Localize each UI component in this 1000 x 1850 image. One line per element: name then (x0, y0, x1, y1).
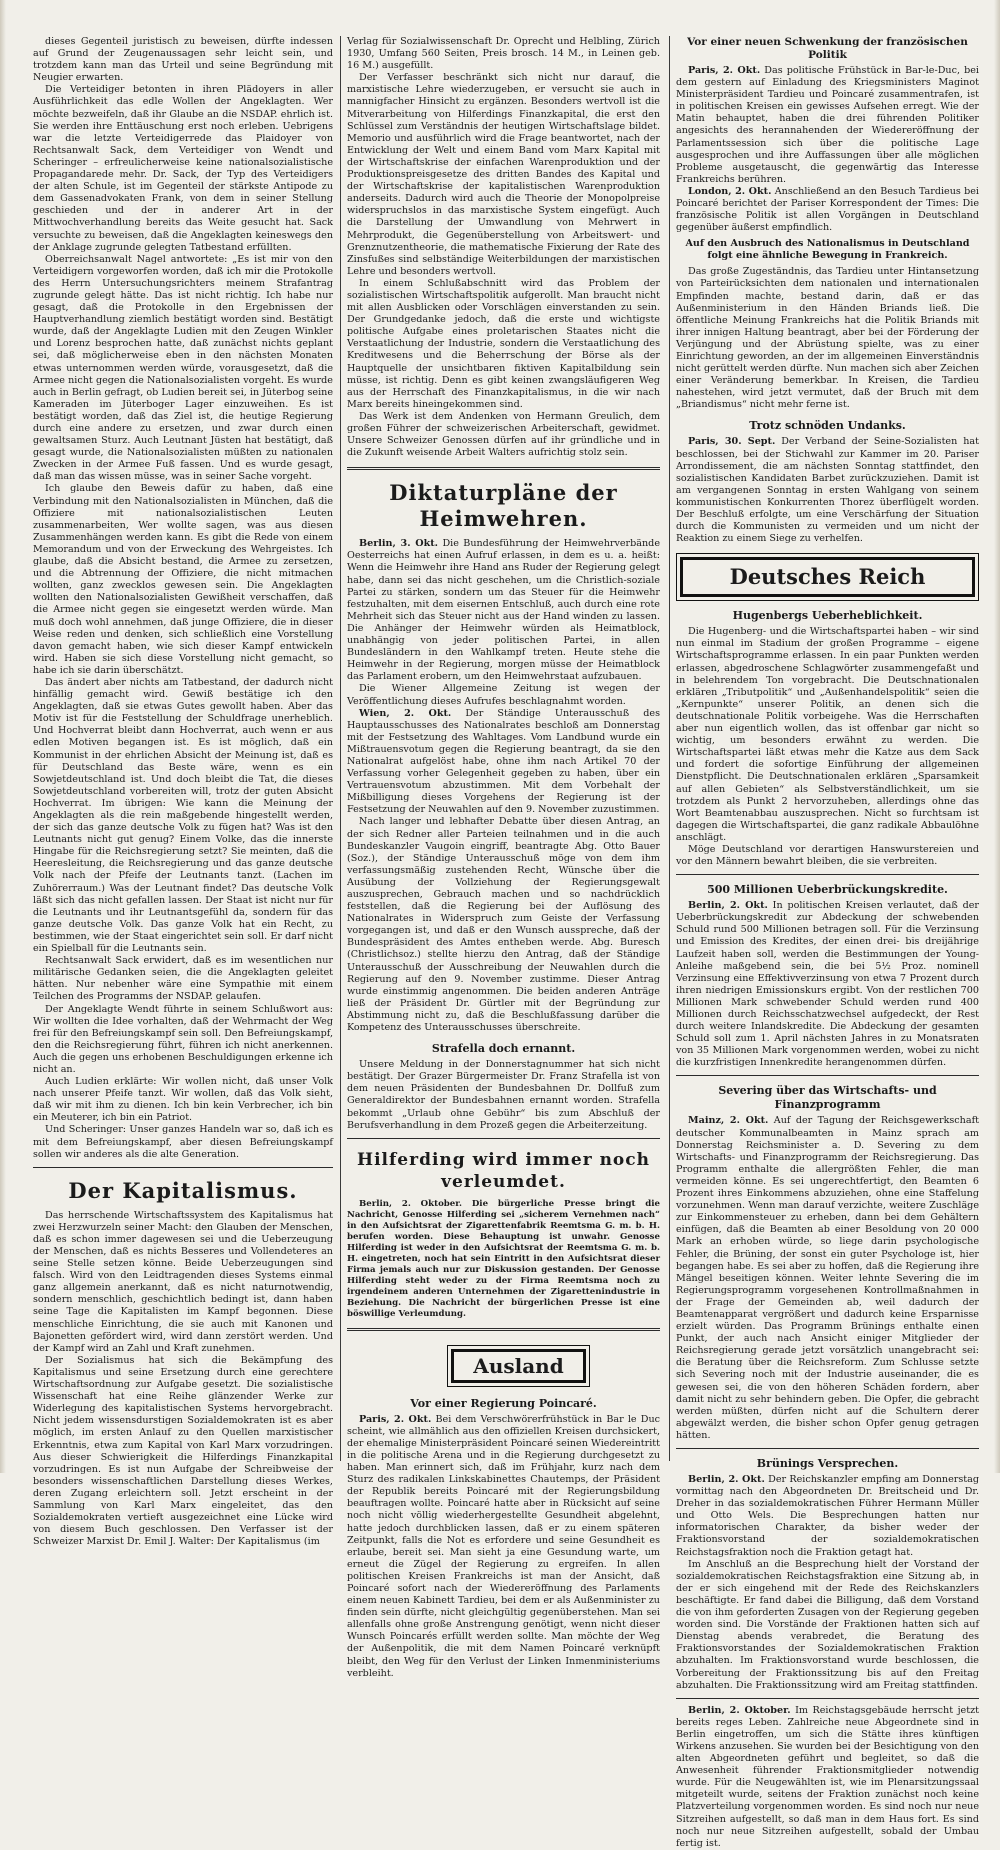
article-paragraph (676, 900, 979, 1069)
page-edge-left (0, 0, 6, 1473)
paragraph: Die Verteidiger betonten in ihren Plädoyers in aller Ausführlichkeit das edle Wollen der Angeklagten. Wer möchte bezweifeln, daß ihr Glaube an die NSDAP. ehrlich ist. Sie werden ihre Enttäuschung erst noch erleben. Uebrigens war die letzte Verteidigerrede das Plaidoyer von Rechtsanwalt Sack, dem Verteidiger von Wendt und Scheringer – erfreulicherweise keine nationalsozialistische Propagandarede mehr. Dr. Sack, der Typ des Verteidigers der alten Schule, ist im Gegenteil der stärkste Antipode zu dem Gassenadvokaten Frank, von dem in seiner Stellung geschieden und der in anderer Art in der Mittwochverhandlung bereits das Weite gesucht hat. Sack versuchte zu beweisen, daß die Angeklagten keineswegs den der Anklage zugrunde gelegten Tatbestand erfüllten. (33, 84, 333, 253)
paragraph: Der Sozialismus hat sich die Bekämpfung des Kapitalismus und seine Ersetzung durch eine gerechtere Wirtschaftsordnung zur Aufgabe gesetzt. Die sozialistische Wissenschaft hat eine Reihe glänzender Werke zur Widerlegung des kapitalistischen Systems hervorgebracht. Nicht jedem wissensdurstigen Sozialdemokraten ist es aber möglich, im ersten Anlauf zu den Quellen marxistischer Erkenntnis, etwa zum Kapital von Karl Marx vorzudringen. Aus dieser Schwierigkeit die Hilferdings Finanzkapital vorzudringen. Es ist nun Aufgabe der Schreibweise der besonders wissenschaftlichen Darstellung dieses Werkes, deren Zugang erleichtern soll. Jetzt erscheint in der Sammlung von Karl Marx eingeleitet, das den Sozialdemokraten vertieft ausgezeichnet eine Lücke wird von diesem Buch geschlossen. Den Verfasser ist der Schweizer Marxist Dr. Emil J. Walter: Der Kapitalismus (im (33, 1354, 333, 1548)
paragraph: In einem Schlußabschnitt wird das Problem der sozialistischen Wirtschaftspolitik aufgerollt. Man braucht nicht mit allen Ausblicken oder Vorschlägen einverstanden zu sein. Der Grundgedanke jedoch, daß die erste und wichtigste politische Aufgabe eines proletarischen Staates nicht die Verstaatlichung der Industrie, sondern die Verstaatlichung des Kreditwesens und die Beherrschung der Börse als der Hauptquelle der unsichtbaren fiktiven Kapitalbildung sein müsse, ist richtig. Denn es gibt keinen zwangsläufigeren Weg aus der Herrschaft des Finanzkapitalismus, in die wir nach Marx bereits hineingekommen sind. (347, 277, 660, 410)
section-divider (33, 1167, 333, 1168)
dateline: Berlin, 2. Okt. (688, 900, 768, 912)
article-paragraph (676, 1115, 979, 1442)
column-middle (347, 36, 661, 1679)
headline-500-millionen: 500 Millionen Ueberbrückungskredite. (707, 883, 948, 897)
body-text: Das politische Frühstück in Bar-le-Duc, bei dem gestern auf Einladung des Kriegsministers Maginot Ministerpräsident Tardieu und Poincaré zusammentrafen, ist in politischen Kreisen ein gewisses Aufsehen erregt. Wie der Matin behauptet, haben die drei führenden Politiker angesichts des herannahenden der Wiedereröffnung der Parlamentssession sich über die politische Lage ausgesprochen und ihre Auffassungen über alle möglichen Probleme ausgetauscht, die gegenwärtig das Interesse Frankreichs berühren. (676, 65, 979, 185)
paragraph: Unsere Meldung in der Donnerstagnummer hat sich nicht bestätigt. Der Grazer Bürgermeister Dr. Franz Strafella ist von dem neuen Präsidenten der Bundesbahnen Dr. Dollfuß zum Generaldirektor der Bundesbahnen ernannt worden. Strafella bekommt „Urlaub ohne Gebühr“ bis zum Abschluß der Berufsverhandlung in dem Prozeß gegen die Arbeiterzeitung. (347, 1059, 660, 1131)
paragraph: Das herrschende Wirtschaftssystem des Kapitalismus hat zwei Herzwurzeln seiner Macht: den Glauben der Menschen, daß es schon immer dagewesen sei und die Ueberzeugung der Menschen, daß es nichts Besseres und Vollendeteres an seine Stelle setzen könne. Beide Ueberzeugungen sind falsch. Wird von den Leidtragenden dieses Systems einmal ganz allgemein anerkannt, daß es nicht naturnotwendig, sondern menschlich, geschichtlich bedingt ist, dann haben seine Tage die Kapitalisten im Kampf begonnen. Diese menschliche Einrichtung, die sie auch mit Kanonen und Bajonetten gefördert wird, wird dann zerstört werden. Und der Kampf wird an Zahl und Kraft zunehmen. (33, 1209, 333, 1354)
article-paragraph (347, 683, 660, 707)
article-paragraph (347, 816, 660, 1034)
body-text: Der Ständige Unterausschuß des Hauptausschusses des Nationalrates beschloß am Donnerstag mit der Festsetzung des Wahltages. Vom Landbund wurde ein Mißtrauensvotum gegen die Regierung beantragt, da sie den Nationalrat aufgelöst habe, ohne ihm nach Artikel 70 der Verfassung vorher Gelegenheit gegeben zu haben, über ein Vertrauensvotum abzustimmen. Mit dem Vorbehalt der Mißbilligung dieses Vorgehens der Regierung ist der Festsetzung der Neuwahlen auf den 9. November zuzustimmen. (347, 707, 660, 816)
body-text: Bei dem Verschwörerfrühstück in Bar le Duc scheint, wie allmählich aus den offiziellen Kreisen durchsickert, der ehemalige Ministerpräsident Poincaré seinen Wiedereintritt in die politische Arena und in die Regierung durchgesetzt zu haben. Man erinnert sich, daß im Frühjahr, kurz nach dem Sturz des radikalen Linkskabinettes Chautemps, der Präsident der Republik bereits Poincaré mit der Regierungsbildung beauftragen wollte. Poincaré hatte aber in Rücksicht auf seine noch nicht völlig wiederhergestellte Gesundheit abgelehnt, hatte jedoch durchblicken lassen, daß er zu einem späteren Zeitpunkt, falls die Not es erfordere und seine Gesundheit es erlaube, bereit sei. Man sieht ja eine Gesundung warte, um erneut die Zügel der Regierung zu ergreifen. In allen politischen Kreisen Frankreichs ist man der Ansicht, daß Poincaré sofort nach der Wiedereröffnung des Parlaments einem neuen Kabinett Tardieu, bei dem er als Außenminister zu finden sein dürfte, nicht gleichgültig gegenüberstehen. Man sei allenfalls ohne große Anstrengung genötigt, wenn nicht dieser Wunsch Poincarés erfüllt werden sollte. Man möchte der Weg der Außenpolitik, die mit dem Namen Poincaré verknüpft bleibt, den Weg für den Verlust der Linken Inmenministeriums verbleiht. (347, 1413, 660, 1679)
paragraph: Oberreichsanwalt Nagel antwortete: „Es ist mir von den Verteidigern vorgeworfen worden, daß ich mir die Protokolle des Herrn Untersuchungsrichters meinem Strafantrag zugrunde gelegt hätte. Das ist nicht richtig. Ich habe nur gesagt, daß die Protokolle in den Ergebnissen der Hauptverhandlung ziemlich bestätigt worden sind. Bestätigt wurde, daß der Angeklagte Ludien mit den Zeugen Winkler und Lorenz besprochen hatte, daß zunächst nichts geplant sei, daß möglicherweise eben in den nächsten Monaten etwas unternommen werden würde, vorausgesetzt, daß die Armee nicht gegen die Nationalsozialisten vorgeht. Es wurde auch in Berlin gefragt, ob Ludien bereit sei, in Jüterbog seine Kameraden im Jüterboger Lager einzuweihen. Es ist bestätigt worden, daß das Ziel ist, die heutige Regierung durch eine andere zu ersetzen, und zwar durch einen gewaltsamen Sturz. Auch Leutnant Jüsten hat bestätigt, daß gesagt wurde, die Nationalsozialisten müßten zu nationalen Zwecken in der Armee Fuß fassen. Und es wurde gesagt, daß man das wissen müsse, was in seiner Sache vorgeht. (33, 253, 333, 483)
body-text: Die Bundesführung der Heimwehrverbände Oesterreichs hat einen Aufruf erlassen, in dem es u. a. heißt: Wenn die Heimwehr ihre Hand ans Ruder der Regierung gelegt habe, dann sei das nicht geschehen, um die Christlich-soziale Partei zu stärken, sondern um das Steuer für die Heimwehr festzuhalten, mit dem eisernen Entschluß, auch durch eine rote Mehrheit sich das Steuer nicht aus der Hand winden zu lassen. Die Anhänger der Heimwehr würden als Heimatblock, unabhängig von jeder politischen Partei, in allen Bundesländern in den Wahlkampf treten. Heute stehe die Heimwehr in der Regierung, morgen müsse der Heimatblock das Parlament erobern, um den Heimwehrstaat aufzubauen. (347, 538, 661, 683)
column-left (33, 36, 333, 1548)
section-divider (347, 1138, 660, 1139)
paragraph: Das ändert aber nichts am Tatbestand, der dadurch nicht hinfällig gemacht wird. Gewiß bestätige ich den Angeklagten, daß sie etwas Gutes gewollt haben. Aber das Motiv ist für die Feststellung der Schuldfrage unerheblich. Und Hochverrat bleibt dann Hochverrat, auch wenn er aus edlen Motiven begangen ist. Es ist möglich, daß ein Kommunist in der ehrlichen Absicht der Meinung ist, daß es für Deutschland das Beste wäre, wenn es ein Sowjetdeutschland ist. Und doch bleibt die Tat, die dieses Sowjetdeutschland vorbereiten will, trotz der guten Absicht Hochverrat. Im übrigen: Wie kann die Meinung der Angeklagten als die rein maßgebende hingestellt werden, der sich das ganze deutsche Volk zu fügen hat? Was ist den Leutnants nicht gut genug? Einem Volke, das die innerste Hingabe für die Reichsregierung setzt? Sie meinten, daß die Heeresleitung, die Reichsregierung und das ganze deutsche Volk nach der Pfeife der Leutnants tanzt. (Lachen im Zuhörerraum.) Was der Leutnant findet? Das deutsche Volk läßt sich das nicht gefallen lassen. Der Staat ist nicht nur für die Leutnants und ihr Leutnantsgefühl da, sondern für das ganze deutsche Volk. Das ganze Volk hat ein Recht, zu bestimmen, wie der Staat eingerichtet sein soll. Er darf nicht ein Spielball für die Leutnants sein. (33, 676, 333, 955)
section-banner-ausland: Ausland (447, 1345, 590, 1387)
headline-schwenkung: Vor einer neuen Schwenkung der französischen Politik (687, 36, 968, 61)
dateline: London, 2. Okt. (688, 185, 772, 197)
column-rule (340, 36, 341, 1461)
paragraph: Das große Zugeständnis, das Tardieu unter Hintansetzung von Parteirücksichten dem nationalen und internationalen Empfinden machte, bestand darin, daß er das Außenministerium in den Händen Briands ließ. Die öffentliche Meinung Frankreichs hat die Politik Briands mit ihrer innigen Haltung beantragt, aber bei der Förderung der Verjüngung und der Abrüstung spielte, was zu einer Einrichtung geworden, an der im allgemeinen Einverständnis nicht gerüttelt werden dürfte. Nun machen sich aber Zeichen einer Veränderung bemerkbar. In Kreisen, die Tardieu nahestehen, wird jetzt vermutet, daß der Bruch mit dem „Briandismus“ nicht mehr ferne ist. (676, 266, 979, 411)
dateline: Paris, 2. Okt. (359, 1413, 432, 1425)
body-text: Nach langer und lebhafter Debatte über diesen Antrag, an der sich Redner aller Parteien teilnahmen und in die auch Bundeskanzler Vaugoin eingriff, beantragte Abg. Otto Bauer (Soz.), der Ständige Unterausschuß möge von dem ihm verfassungsmäßig zustehenden Recht, Wünsche über die Ausübung der Vollziehung der Regierungsgewalt auszusprechen, Gebrauch machen und so nachdrücklich feststellen, daß die Regierung bei der Auflösung des Nationalrates in Widerspruch zum Geiste der Verfassung vorgegangen ist, und daß er den Wunsch ausspreche, daß der Bundespräsident des Amtes entheben werde. Abg. Buresch (Christlichsoz.) stellte hierzu den Antrag, daß der Ständige Unterausschuß der Ausschreibung der Neuwahlen durch die Regierung auf den 9. November zustimme. Dieser Antrag wurde einstimmig angenommen. Die beiden anderen Anträge ließ der Präsident Dr. Gürtler mit der Begründung zur Abstimmung nicht zu, daß die Beschlußfassung darüber die Kompetenz des Unterausschusses überschreite. (347, 816, 660, 1034)
column-right (676, 36, 979, 1849)
article-paragraph (676, 1705, 979, 1850)
dateline: Berlin, 3. Okt. (359, 538, 439, 550)
section-divider (347, 1328, 660, 1331)
headline-poincare: Vor einer Regierung Poincaré. (410, 1396, 597, 1410)
article-paragraph (347, 538, 660, 683)
section-divider (676, 1698, 979, 1699)
section-divider (676, 874, 979, 875)
dateline: Mainz, 2. Okt. (688, 1115, 769, 1127)
body-text: Auf der Tagung der Reichsgewerkschaft deutscher Kommunalbeamten in Mainz sprach am Donnerstag Reichsminister a. D. Severing zu dem Wirtschafts- und Finanzprogramm der Reichsregierung. Das Programm enthalte die allergrößten Fehler, die man vermeiden könne. Es sei ungerechtfertigt, den Beamten 6 Prozent ihres Einkommens abzuziehen, ohne eine Staffelung vorzunehmen. Wenn man darauf verzichte, weitere Zuschläge zur Einkommensteuer zu erheben, dann bei dem Gehältern einfügen, daß die Beamten ab einer Besoldung von 20 000 Mark an erhoben würde, so liege darin psychologische Fehler, die Brüning, der sonst ein guter Psychologe ist, hier begangen habe. Es sei aber zu hoffen, daß die Regierung ihre Mängel beseitigen können. Weiter lehnte Severing die im Regierungsprogramm vorgesehenen Kontrollmaßnahmen in der Frage der Gemeinden ab, weil dadurch der Beamtenapparat vergrößert und dadurch keine Ersparnisse erzielt würden. Das Programm Brünings enthalte einen Punkt, der auch nach Ansicht einiger Mitglieder der Reichsregierung gerade jetzt vorsätzlich unangebracht sei: die Beratung über die Reichsreform. Zum Schlusse setzte sich Severing noch mit der Industrie auseinander, die es gewesen sei, die von den höheren Schäden fordern, aber damit nicht zu sehr behindern geben. Die Opfer, die gebracht werden müßten, dürfen nicht auf die Schultern derer abgewälzt werden, die bisher schon Opfer genug getragen hätten. (676, 1115, 979, 1441)
article-paragraph (676, 1474, 979, 1559)
article-paragraph (347, 708, 660, 817)
body-text: Die bürgerliche Presse bringt die Nachricht, Genosse Hilferding sei „sicherem Vernehmen nach“ in den Aufsichtsrat der Zigarettenfabrik Reemtsma G. m. b. H. berufen worden. Diese Behauptung ist unwahr. Genosse Hilferding ist weder in den Aufsichtsrat der Reemtsma G. m. b. H. eingetreten, noch hat sein Eintritt in den Aufsichtsrat dieser Firma jemals auch nur zur Diskussion gestanden. Der Genosse Hilferding steht weder zu der Firma Reemtsma noch zu irgendeinem anderen Unternehmen der Zigarettenindustrie in Beziehung. Die Nachricht der bürgerlichen Presse ist eine böswillige Verleumdung. (347, 1198, 660, 1319)
paragraph: Der Verfasser beschränkt sich nicht nur darauf, die marxistische Lehre wiederzugeben, er versucht sie auch in mannigfacher Hinsicht zu ergänzen. Besonders wertvoll ist die Mitverarbeitung von Hilferdings Finanzkapital, die erst den Schlüssel zum Verständnis der heutigen Wirtschaftslage bildet. Memorio und ausführlich wird die Frage beantwortet, nach der Entwicklung der Welt und einem Band vom Marx Kapital mit der Wirtschaftskrise der einfachen Warenproduktion und der Produktionspreisgesetze des dritten Bandes des Kapital und der Wirtschaftskrise der kapitalistischen Warenproduktion anderseits. Dadurch wird auch die Theorie der Monopolpreise widerspruchslos in das marxistische System eingefügt. Auch die Darstellung der Umwandlung von Mehrwert in Mehrprodukt, die Gegenüberstellung von Arbeitswert- und Grenznutzentheorie, die mathematische Fixierung der Rate des Zinsfußes sind selbständige Weiterbildungen der marxistischen Lehre und besonders wertvoll. (347, 72, 660, 277)
article-paragraph (676, 65, 979, 186)
dateline: Wien, 2. Okt. (359, 707, 452, 719)
paragraph: Die Hugenberg- und die Wirtschaftspartei haben – wir sind nun einmal im Stadium der großen Programme – eigene Wirtschaftsprogramme erlassen. In ein paar Punkten werden erlassen, abgedroschene Schlagwörter zusammengefaßt und in belehrendem Ton vorgebracht. Die Deutschnationalen erklären „Tributpolitik“ und „Außenhandelspolitik“ seien die „Kernpunkte“ unserer Politik, an denen sich die deutschnationale Politik vorbeigehe. Was die Herrschaften aber nun eigentlich wollen, das ist offenbar gar nicht so wichtig, um besonders erwähnt zu werden. Die Wirtschaftspartei läßt etwas mehr die Katze aus dem Sack und fordert die sofortige Einführung der allgemeinen Dienstpflicht. Die Deutschnationalen erklären „Sparsamkeit auf allen Gebieten“ als Selbstverständlichkeit, um sie trotzdem als Punkt 2 hervorzuheben, allerdings ohne das Wort Beamtenabbau auszusprechen. Nicht so furchtsam ist dagegen die Wirtschaftspartei, die ganz radikale Abbaulöhne anschlägt. (676, 626, 979, 843)
paragraph: Rechtsanwalt Sack erwidert, daß es im wesentlichen nur militärische Gedanken seien, die die Angeklagten geleitet hätten. Nur nebenher wäre eine Sympathie mit einem Teilchen des Programms der NSDAP. gelaufen. (33, 955, 333, 1003)
headline-severing: Severing über das Wirtschafts- und Finanzprogramm (718, 1084, 937, 1112)
subheading-ausbruch: Auf den Ausbruch des Nationalismus in Deutschland folgt eine ähnliche Bewegung in Frankreich. (685, 238, 970, 262)
headline-strafella: Strafella doch ernannt. (431, 1042, 576, 1056)
headline-undank: Trotz schnöden Undanks. (749, 419, 906, 433)
body-text: Der Reichskanzler empfing am Donnerstag vormittag nach den Abgeordneten Dr. Breitscheid und Dr. Dreher in das sozialdemokratischen Führer Hermann Müller und Otto Wels. Die Besprechungen hatten nur informatorischen Charakter, da bisher weder der Fraktionsvorstand der sozialdemokratischen Reichstagsfraktion noch die Fraktion getagt hat. (676, 1474, 979, 1558)
headline-hilferding: Hilferding wird immer noch verleumdet. (357, 1149, 650, 1192)
section-divider (347, 467, 660, 470)
section-banner-deutsches-reich: Deutsches Reich (676, 553, 979, 601)
page-edge-right (994, 0, 1000, 1473)
dateline: Berlin, 2. Okt. (688, 1474, 765, 1485)
paragraph: Und Scheringer: Unser ganzes Handeln war so, daß ich es mit dem Befreiungskampf, aber diesen Befreiungskampf sollen wir anderes als die alte Generation. (33, 1124, 333, 1160)
paragraph: Möge Deutschland vor derartigen Hanswurstereien und vor den Männern bewahrt bleiben, die sie verbreiten. (676, 843, 979, 868)
paragraph: Auch Ludien erklärte: Wir wollen nicht, daß unser Volk nach unserer Pfeife tanzt. Wir wollen, daß das Volk sieht, daß wir mit ihm zu dienen. Ich bin kein Verbrecher, ich bin ein Meuterer, ich bin ein Patriot. (33, 1076, 333, 1124)
section-divider (676, 1075, 979, 1076)
body-text: Im Reichstagsgebäude herrscht jetzt bereits reges Leben. Zahlreiche neue Abgeordnete sind in Berlin eingetroffen, um sich die Stätte ihres künftigen Wirkens anzusehen. Sie wurden bei der Besichtigung von den alten Abgeordneten geführt und begleitet, so daß die Anwesenheit führender Fraktionsmitglieder notwendig wurde. Für die Neugewählten ist, wie im Plenarsitzungssaal mitgeteilt wurde, seitens der Fraktion zunächst noch keine Platzverteilung vorgenommen worden. Es sind noch nur neue Sitzreihen aufgestellt, so daß man in dem Haus fort. Es sind noch nur neue Sitzreihen aufgestellt, sobald der Umbau fertig ist. (676, 1704, 979, 1849)
article-paragraph (676, 186, 979, 234)
article-paragraph (347, 1199, 660, 1320)
body-text: Der Verband der Seine-Sozialisten hat beschlossen, bei der Stichwahl zur Kammer im 20. Pariser Arrondissement, die am nächsten Sonntag stattfindet, den sozialistischen Kandidaten Barbet zurückzuziehen. Damit ist am vergangenen Sonntag in ersten Wahlgang von seinem kommunistischen Konkurrenten Thorez überflügelt worden. Der Beschluß erfolgte, um eine Verschärfung der Situation durch die Kommunisten zu vermeiden und um nicht der Reaktion zu einem Siege zu verhelfen. (676, 436, 979, 545)
headline-bruening: Brünings Versprechen. (756, 1457, 899, 1470)
paragraph: Verlag für Sozialwissenschaft Dr. Oprecht und Helbling, Zürich 1930, Umfang 560 Seiten, Preis brosch. 14 M., in Leinen geb. 16 M.) ausgefüllt. (347, 36, 660, 72)
headline-kapitalismus: Der Kapitalismus. (68, 1177, 298, 1203)
paragraph: Der Angeklagte Wendt führte in seinem Schlußwort aus: Wir wollten die Idee vorhalten, daß der Wehrmacht der Weg frei für den Befreiungskampf sein soll. Den Befreiungskampf, den die Reichsregierung führt, führen ich nicht anerkennen. Auch die gegen uns erhobenen Beschuldigungen erkenne ich nicht an. (33, 1003, 333, 1075)
body-text: Die Wiener Allgemeine Zeitung ist wegen der Veröffentlichung dieses Aufrufes beschlagnahmt worden. (347, 683, 660, 707)
headline-hugenberg: Hugenbergs Ueberheblichkeit. (732, 609, 923, 623)
body-text: Anschließend an den Besuch Tardieus bei Poincaré berichtet der Pariser Korrespondent der Times: Die französische Politik ist allen Vorgängen in Deutschland gegenüber äußerst empfindlich. (676, 185, 979, 234)
dateline: Paris, 30. Sept. (688, 436, 776, 448)
paragraph: dieses Gegenteil juristisch zu beweisen, dürfte indessen auf Grund der Zeugenaussagen sehr leicht sein, und trotzdem kann man das Urteil und seine Begründung mit Neugier erwarten. (33, 36, 333, 84)
article-paragraph (347, 1414, 660, 1680)
paragraph: Das Werk ist dem Andenken von Hermann Greulich, dem großen Führer der schweizerischen Arbeiterschaft, gewidmet. Unsere Schweizer Genossen dürfen auf ihr gründliche und in die Zukunft weisende Arbeit Walters aufrichtig stolz sein. (347, 410, 660, 459)
paragraph: Ich glaube den Beweis dafür zu haben, daß eine Verbindung mit den Nationalsozialisten in München, daß die Offiziere mit nationalsozialistischen Leuten zusammenarbeiten, Wer wollte sagen, was aus diesen Zusammenhängen werden kann. Es gibt die Rede von einem Memorandum und von der Erweckung des Wehrgeistes. Ich glaube, daß die Absicht bestand, die Armee zu zersetzen, und die Abtrennung der Offiziere, die nicht mitmachen wollten, ganz zwecklos gewesen sein. Die Angeklagten wollten den Nationalsozialisten Gewißheit verschaffen, daß die Armee nicht gegen sie eingesetzt werden würde. Man muß doch wohl annehmen, daß junge Offiziere, die in dieser Weise reden und denken, sich schließlich eine Vorstellung davon gemacht haben, wie sich dieser Kampf entwickeln wird. Haben sie sich diese Vorstellung nicht gemacht, so habe ich sie darin überschätzt. (33, 483, 333, 676)
article-paragraph (676, 436, 979, 545)
dateline: Berlin, 2. Oktober. (359, 1198, 463, 1209)
headline-diktaturplaene: Diktaturpläne der Heimwehren. (389, 480, 618, 532)
column-rule (669, 36, 670, 1461)
dateline: Paris, 2. Okt. (688, 65, 761, 76)
body-text: In politischen Kreisen verlautet, daß der Ueberbrückungskredit zur Abdeckung der schwebenden Schuld rund 500 Millionen betragen soll. Für die Verzinsung und Emission des Kredites, der einen drei- bis dreijährige Laufzeit haben soll, werden die Bestimmungen der Young-Anleihe maßgebend sein, die bei 5½ Proz. nominell Verzinsung eine Effektivverzinsung von etwa 7 Prozent durch ihren niedrigen Emissionskurs ergibt. Von der restlichen 700 Millionen Mark schwebender Schuld werden rund 400 Millionen durch Reichsschatzwechsel aufgedeckt, der Rest durch weitere Inlandskredite. Die Abdeckung der gesamten Schuld soll zum 1. April nächsten Jahres in zu Monatsraten von 35 Millionen Mark vorgenommen werden, wobei zu nicht die kurzfristigen Innenkredite herangenommen dürfen. (676, 900, 979, 1069)
dateline: Berlin, 2. Oktober. (688, 1704, 791, 1716)
section-divider (676, 1448, 979, 1449)
paragraph: Im Anschluß an die Besprechung hielt der Vorstand der sozialdemokratischen Reichstagsfraktion eine Sitzung ab, in der er sich eingehend mit der Rede des Reichskanzlers beschäftigte. Er fand dabei die Billigung, daß dem Vorstand die von ihm geforderten Zusagen von der Regierung gegeben worden sind. Die Vorstände der Fraktionen hatten sich auf Dienstag abends verabredet, die Beratung des Fraktionsvorstandes der Sozialdemokratischen Fraktion abzuhalten. Im Fraktionsvorstand wurde beschlossen, die Vorbereitung der Fraktionssitzung bis auf den Freitag abzuhalten. Die Fraktionssitzung wird am Freitag stattfinden. (676, 1558, 979, 1691)
